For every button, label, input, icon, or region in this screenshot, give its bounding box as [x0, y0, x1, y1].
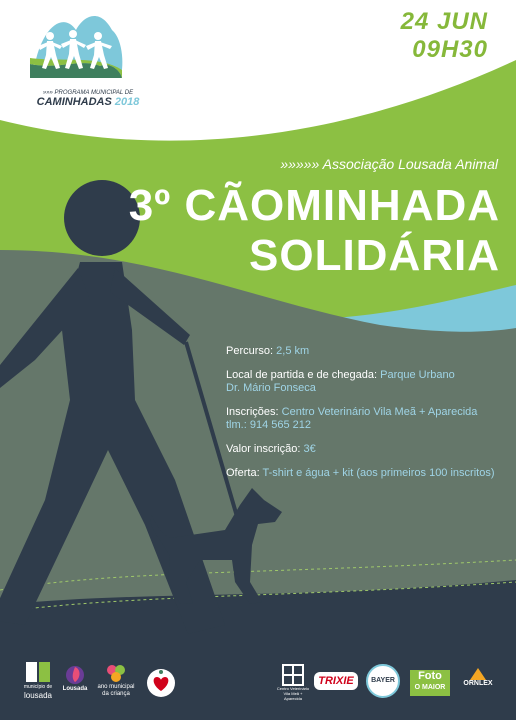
inscricoes-value: Centro Veterinário Vila Meã + Aparecida	[281, 406, 478, 418]
detail-percurso	[226, 345, 506, 358]
lousada-swirl-icon	[65, 664, 85, 686]
percurso-value: 2,5 km	[276, 345, 310, 357]
foto-maior-logo	[410, 670, 450, 696]
detail-oferta	[226, 467, 506, 480]
animal-association-logo	[146, 668, 176, 703]
program-line2: CAMINHADAS	[36, 96, 112, 108]
organizer: »»»»» Associação Lousada Animal	[280, 156, 498, 172]
local-label: Local de partida e de chegada:	[226, 369, 378, 381]
event-title-line1: 3º CÃOMINHADA	[128, 181, 500, 230]
vet-line1: Centro Veterinário	[276, 686, 310, 691]
lousada-logo	[60, 664, 90, 693]
ornlex-text: ORNLEX	[463, 680, 493, 687]
bayer-text: BAYER	[371, 677, 395, 684]
oferta-value: T-shirt e água + kit (aos primeiros 100 inscritos)	[262, 467, 495, 479]
ornlex-emblem-icon	[470, 668, 486, 680]
local-value1: Parque Urbano	[380, 369, 455, 381]
bayer-logo	[366, 664, 400, 698]
ornlex-logo	[458, 668, 498, 687]
ano-line2: da criança	[102, 691, 130, 697]
valor-label: Valor inscrição:	[226, 443, 301, 455]
phone: tlm.: 914 565 212	[226, 419, 312, 431]
event-time: 09H30	[412, 36, 488, 63]
municipio-icon	[25, 660, 51, 684]
oferta-label: Oferta:	[226, 467, 260, 479]
program-line1: »»» PROGRAMA MUNICIPAL DE	[42, 90, 134, 96]
local-value2: Dr. Mário Fonseca	[226, 382, 316, 394]
inscricoes-label: Inscrições:	[226, 406, 279, 418]
program-logo-graphic	[30, 16, 122, 78]
ano-line1: ano municipal	[97, 684, 135, 690]
vet-line3: Aparecida	[283, 696, 302, 701]
detail-valor	[226, 443, 506, 456]
program-title	[28, 90, 148, 108]
event-title-line2: SOLIDÁRIA	[249, 231, 500, 280]
lousada-text: Lousada	[62, 686, 88, 692]
ano-crianca-logo	[94, 662, 138, 698]
vet-centre-logo	[276, 664, 310, 701]
event-details	[226, 345, 506, 491]
children-hearts-icon	[105, 662, 127, 684]
detail-inscricoes	[226, 406, 506, 432]
program-year: 2018	[114, 96, 140, 108]
vet-line2: Vila Meã +	[283, 691, 303, 696]
foto-line1: Foto	[418, 670, 442, 682]
municipio-line1: município de	[23, 684, 53, 690]
detail-local	[226, 369, 506, 395]
municipio-line2: lousada	[23, 691, 53, 700]
valor-value: 3€	[303, 443, 316, 455]
percurso-label: Percurso:	[226, 345, 274, 357]
municipio-logo	[20, 660, 56, 700]
paw-heart-icon	[146, 668, 176, 698]
vet-grid-icon	[282, 664, 304, 686]
trixie-logo: TRIXIE	[314, 672, 358, 690]
foto-line2: O MAIOR	[414, 684, 446, 691]
event-date: 24 JUN	[400, 8, 488, 35]
